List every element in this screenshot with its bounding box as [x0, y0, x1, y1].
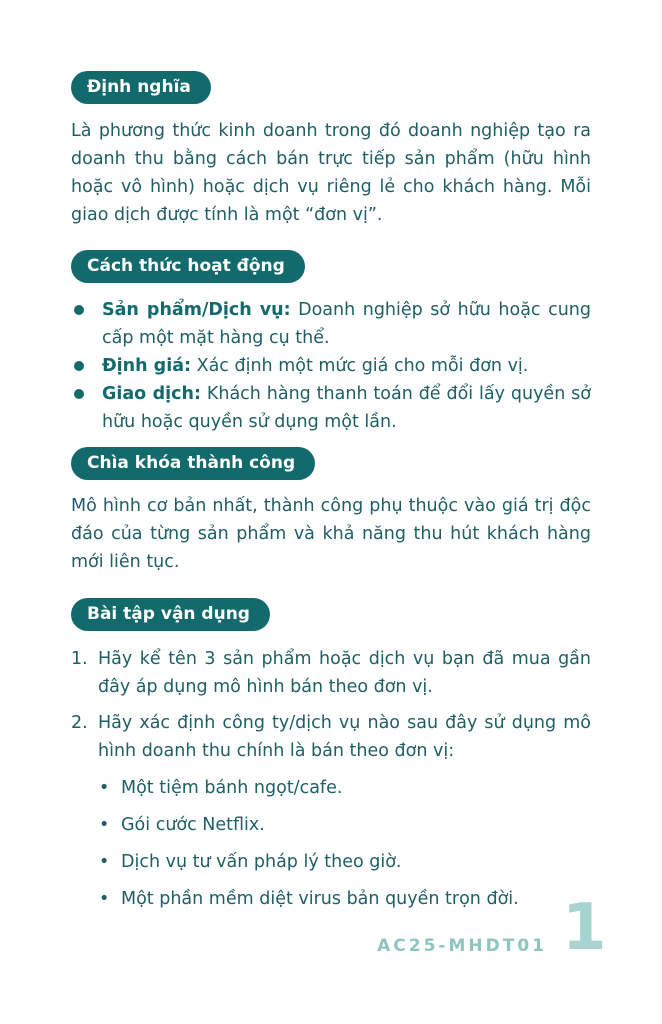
bullet-icon [74, 305, 84, 315]
key-success-text: Mô hình cơ bản nhất, thành công phụ thuộc vào giá trị độc đáo của từng sản phẩm và khả năng thu hút khách hàng mới liên tục. [71, 496, 591, 572]
section-title-exercises: Bài tập vận dụng [71, 598, 270, 631]
option-item [98, 885, 591, 913]
small-bullet-icon: • [99, 778, 110, 798]
small-bullet-icon: • [99, 815, 110, 835]
list-item [71, 380, 591, 436]
option-text: Một phần mềm diệt virus bản quyền trọn đời. [121, 889, 519, 909]
exercise-list [71, 645, 591, 913]
exercise-text: Hãy xác định công ty/dịch vụ nào sau đây sử dụng mô hình doanh thu chính là bán theo đơn vị: [98, 713, 591, 761]
how-it-works-list [71, 296, 591, 436]
page-number: 1 [562, 891, 607, 965]
exercise-number: 2. [71, 713, 88, 733]
option-text: Dịch vụ tư vấn pháp lý theo giờ. [121, 852, 402, 872]
item-term: Định giá: [102, 356, 192, 376]
definition-text: Là phương thức kinh doanh trong đó doanh nghiệp tạo ra doanh thu bằng cách bán trực tiếp sản phẩm (hữu hình hoặc vô hình) hoặc dịch vụ riêng lẻ cho khách hàng. Mỗi giao dịch được tính là một “đơn vị”. [71, 121, 591, 225]
small-bullet-icon: • [99, 889, 110, 909]
exercise-item [71, 709, 591, 913]
option-item [98, 848, 591, 876]
option-item [98, 774, 591, 802]
option-text: Một tiệm bánh ngọt/cafe. [121, 778, 343, 798]
list-item [71, 352, 591, 380]
list-item [71, 296, 591, 352]
item-text: Doanh nghiệp sở hữu hoặc cung cấp một mặt hàng cụ thể. [102, 300, 591, 348]
section-title-definition: Định nghĩa [71, 71, 211, 104]
item-term: Giao dịch: [102, 384, 201, 404]
section-title-how-it-works: Cách thức hoạt động [71, 250, 305, 283]
item-text: Khách hàng thanh toán để đổi lấy quyền sở hữu hoặc quyền sử dụng một lần. [102, 384, 591, 432]
option-item [98, 811, 591, 839]
exercise-number: 1. [71, 649, 88, 669]
small-bullet-icon: • [99, 852, 110, 872]
exercise-text: Hãy kể tên 3 sản phẩm hoặc dịch vụ bạn đã mua gần đây áp dụng mô hình bán theo đơn vị. [98, 649, 591, 697]
exercise-item [71, 645, 591, 701]
option-list [98, 774, 591, 913]
item-text: Xác định một mức giá cho mỗi đơn vị. [191, 356, 529, 376]
document-code: AC25-MHDT01 [377, 936, 547, 956]
section-title-key-success: Chìa khóa thành công [71, 447, 315, 480]
bullet-icon [74, 361, 84, 371]
bullet-icon [74, 389, 84, 399]
option-text: Gói cước Netflix. [121, 815, 265, 835]
item-term: Sản phẩm/Dịch vụ: [102, 300, 291, 320]
